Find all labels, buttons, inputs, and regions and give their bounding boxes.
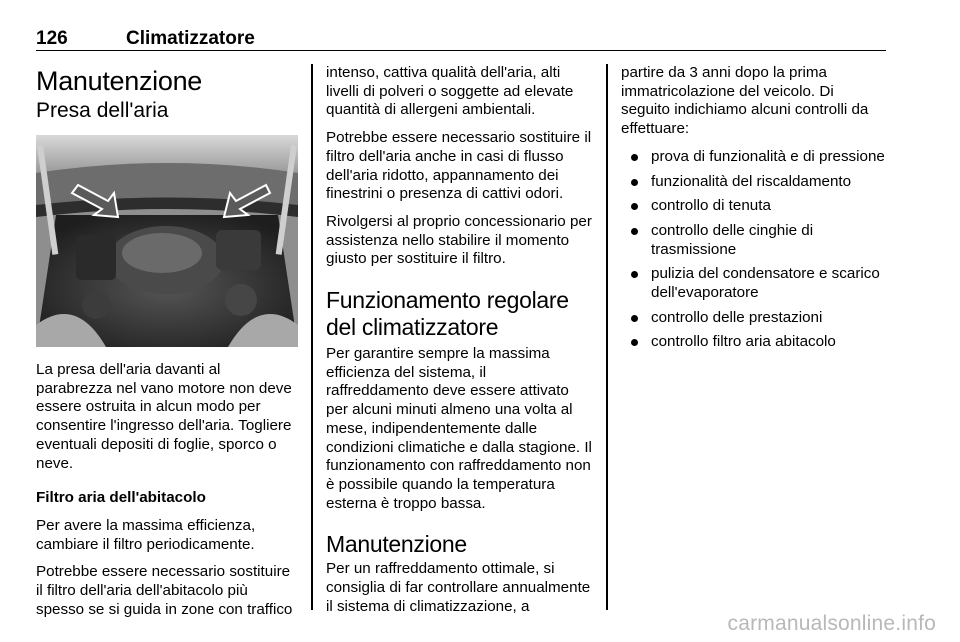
col3-text-1: partire da 3 anni dopo la prima immatricolazione del veicolo. Di seguito indichiamo alcuni controlli da effettuare: <box>621 64 869 138</box>
column-2 <box>326 64 592 625</box>
col2-text-3: Rivolgersi al proprio concessionario per assistenza nello stabilire il momento giusto per sostituire il filtro. <box>326 212 592 268</box>
watermark: carmanualsonline.info <box>727 612 936 635</box>
filter-heading: Filtro aria dell'abitacolo <box>36 489 206 507</box>
page-header <box>36 26 886 51</box>
bullet-icon <box>631 228 638 235</box>
air-intake-text: La presa dell'aria davanti al parabrezza nel vano motore non deve essere ostruita in alcun modo per consentire l'ingresso dell'aria. Togliere eventuali depositi di foglie, sporco o neve. <box>36 361 292 472</box>
list-item: controllo delle cinghie di trasmissione <box>621 222 886 259</box>
filter-text-2: Potrebbe essere necessario sostituire il filtro dell'aria dell'abitacolo più spesso se si guida in zone con traffico <box>36 563 293 618</box>
list-item: funzionalità del riscaldamento <box>621 173 886 192</box>
section-title: Manutenzione <box>36 66 203 96</box>
list-item: controllo di tenuta <box>621 197 886 216</box>
engine-bay-photo <box>36 135 298 347</box>
regular-operation-heading: Funzionamento regolare del climatizzatore <box>326 287 569 341</box>
bullet-icon <box>631 154 638 161</box>
list-item: controllo delle prestazioni <box>621 309 886 328</box>
bullet-icon <box>631 271 638 278</box>
maintenance-text: Per un raffreddamento ottimale, si consiglia di far controllare annualmente il sistema di climatizzazione, a <box>326 560 591 615</box>
list-item: prova di funzionalità e di pressione <box>621 148 886 167</box>
regular-operation-text: Per garantire sempre la massima efficienza del sistema, il raffreddamento deve essere attivato per alcuni minuti almeno una volta al mese, indipendentemente dalle condizioni climatiche e dalla stagione. Il funzionamento con raffreddamento non è possibile quando la temperatura esterna è troppo bassa. <box>326 345 592 512</box>
column-divider-2 <box>606 64 608 610</box>
bullet-icon <box>631 339 638 346</box>
chapter-title: Climatizzatore <box>126 28 255 49</box>
bullet-icon <box>631 203 638 210</box>
list-item: pulizia del condensatore e scarico dell'evaporatore <box>621 265 886 302</box>
bullet-icon <box>631 179 638 186</box>
column-1 <box>36 64 298 628</box>
column-divider-1 <box>311 64 313 610</box>
column-3 <box>621 64 886 358</box>
col2-text-1: intenso, cattiva qualità dell'aria, alti livelli di polveri o soggette ad elevate quantità di allergeni ambientali. <box>326 64 574 119</box>
maintenance-heading: Manutenzione <box>326 531 467 558</box>
col2-text-2: Potrebbe essere necessario sostituire il filtro dell'aria anche in casi di flusso dell'aria ridotto, appannamento dei finestrini o presenza di cattivi odori. <box>326 129 592 203</box>
list-item: controllo filtro aria abitacolo <box>621 333 886 352</box>
filter-text-1: Per avere la massima efficienza, cambiare il filtro periodicamente. <box>36 516 256 553</box>
subsection-title: Presa dell'aria <box>36 99 169 122</box>
bullet-icon <box>631 315 638 322</box>
page-number: 126 <box>36 28 68 49</box>
checks-list <box>621 148 886 352</box>
